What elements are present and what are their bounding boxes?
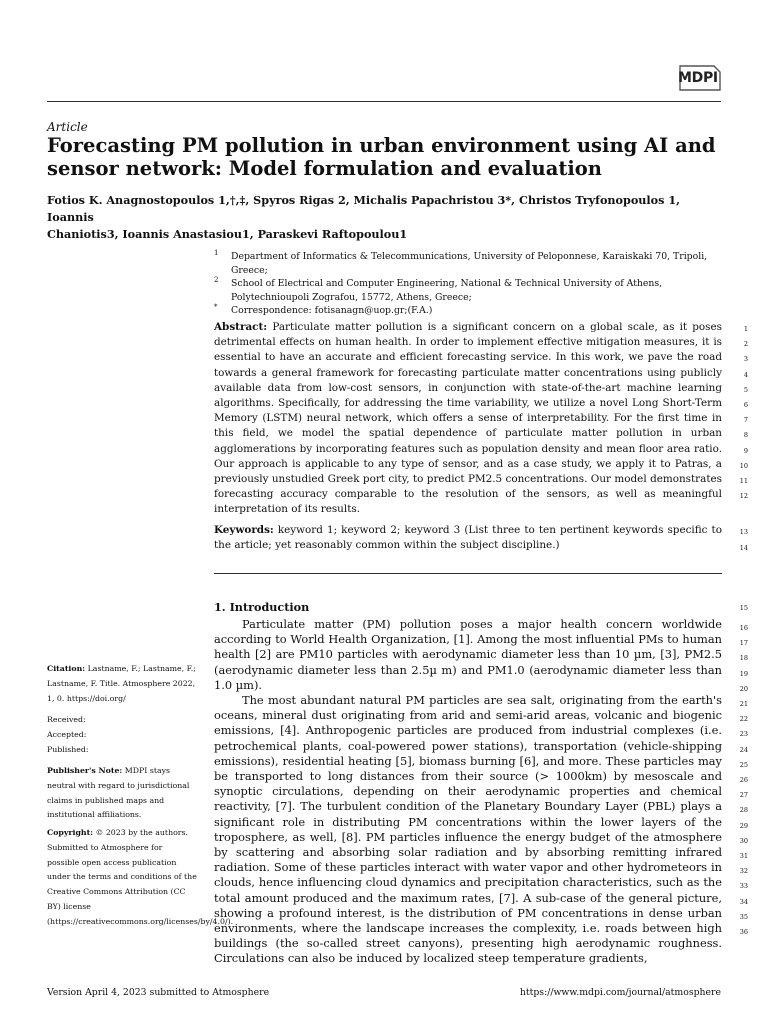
dates-block	[47, 713, 197, 757]
line-number: 33	[739, 882, 748, 891]
paragraph: Particulate matter (PM) pollution poses a major health concern worldwide according to World Health Organization, [1]. Among the most influential PMs to human health [2] are PM10 particles with aerodynamic diameter less than 10 µm, [3], PM2.5 (aerodynamic diameter less than 2.5µ m) and PM1.0 (aerodynamic diameter less than 1.0 µm).	[214, 617, 722, 692]
keywords	[214, 523, 722, 553]
paper-title: Forecasting PM pollution in urban environment using AI and sensor network: Model formulation and evaluation	[47, 134, 716, 180]
introduction-body	[214, 617, 722, 967]
abstract-text: Particulate matter pollution is a significant concern on a global scale, as it poses detrimental effects on human health. In order to implement effective mitigation measures, it is essential to have an accurate and efficient forecasting service. In this work, we pave the road towards a general framework for forecasting particulate matter concentrations using publicly available data from low-cost sensors, in conjunction with state-of-the-art machine learning algorithms. Specifically, for addressing the time variability, we utilize a novel Long Short-Term Memory (LSTM) neural network, which offers a sense of interpretability. For the first time in this field, we model the spatial dependence of particulate matter pollution in urban agglomerations by incorporating features such as population density and mean floor area ratio. Our approach is applicable to any type of sensor, and as a case study, we apply it to Patras, a previously unstudied Greek port city, to predict PM2.5 concentrations. Our model demonstrates forecasting accuracy comparable to the resolution of the sensors, as well as meaningful interpretation of its results.	[214, 321, 722, 516]
line-number: 5	[743, 385, 748, 394]
published-label: Published:	[47, 744, 89, 754]
line-number: 26	[739, 776, 748, 784]
line-number: 1	[743, 325, 748, 333]
line-number: 15	[739, 604, 748, 612]
abstract-label: Abstract:	[214, 321, 268, 333]
line-number: 24	[739, 745, 748, 754]
citation-label: Citation:	[47, 664, 86, 673]
copyright-label: Copyright:	[47, 828, 94, 837]
received-label: Received:	[47, 715, 86, 724]
copyright-text: © 2023 by the authors. Submitted to Atmosphere for possible open access publication under the terms and conditions of the Creative Commons Attribution (CC BY) license (https://creativecommons.org/licenses/by/4.0/).	[47, 828, 234, 926]
line-number: 32	[739, 867, 748, 876]
affiliation-number: 1	[214, 249, 219, 257]
line-number: 11	[739, 477, 748, 485]
authors-line-1-text: Fotios K. Anagnostopoulos 1,†,‡, Spyros Rigas 2, Michalis Papachristou 3*, Christos Tryfonopoulos 1, Ioannis	[47, 193, 681, 224]
section-rule	[214, 573, 722, 574]
line-number: 25	[739, 760, 748, 769]
line-number: 22	[739, 715, 748, 724]
line-number: 6	[743, 401, 748, 409]
line-number: 30	[739, 836, 748, 845]
line-number: 17	[739, 639, 748, 648]
line-number: 21	[739, 700, 748, 708]
line-number: 3	[743, 355, 748, 364]
paragraph: The most abundant natural PM particles are sea salt, originating from the earth's oceans, mineral dust originating from arid and semi-arid areas, volcanic and biogenic emissions, [4]. Anthropogenic particles are produced from industrial complexes (i.e. petrochemical plants, coal-powered power stations), transportation (vehicle-shipping emissions), residential heating [5], biomass burning [6], and more. These particles may be transported to long distances from their source (> 1000km) by mesoscale and synoptic circulations, depending on their aerodynamic properties and chemical reactivity, [7]. The turbulent condition of the Planetary Boundary Layer (PBL) plays a significant role in distributing PM concentrations within the lower layers of the troposphere, as well, [8]. PM particles influence the energy budget of the atmosphere by scattering and absorbing solar radiation and by absorbing remitting infrared radiation. Some of these particles interact with water vapor and other hydrometeors in clouds, hence influencing cloud dynamics and precipitation characteristics, such as the total amount produced and the maximum rates, [7]. A sub-case of the general picture, showing a profound interest, is the distribution of PM concentrations in dense urban environments, where the landscape increases the complexity, i.e. roads between high buildings (the so-called street canyons), presenting high aerodynamic roughness. Circulations can also be induced by localized steep temperature gradients,	[214, 693, 722, 966]
line-number: 35	[739, 912, 748, 921]
line-number: 31	[739, 852, 748, 860]
footer-version: Version April 4, 2023 submitted to Atmosphere	[47, 987, 270, 998]
correspondence-marker: *	[214, 303, 218, 311]
authors-line-1	[47, 192, 727, 226]
section-heading: 1. Introduction	[214, 600, 310, 614]
line-number: 10	[739, 461, 748, 470]
article-type: Article	[47, 120, 88, 134]
line-number: 12	[739, 492, 748, 501]
copyright-block	[47, 826, 234, 930]
publisher-note-text: MDPI stays neutral with regard to jurisdictional claims in published maps and institutional affiliations.	[47, 766, 190, 820]
header-rule	[47, 101, 721, 102]
line-number: 4	[743, 370, 748, 379]
line-number: 8	[743, 431, 748, 440]
affiliation-2	[214, 277, 724, 304]
affiliation-1	[214, 250, 724, 277]
citation-block	[47, 662, 197, 706]
mdpi-logo-text: MDPI	[678, 70, 718, 86]
accepted-label: Accepted:	[47, 729, 87, 739]
line-number: 2	[743, 340, 748, 349]
affiliation-text: Department of Informatics & Telecommunications, University of Peloponnese, Karaiskaki 70, Tripoli, Greece;	[231, 251, 708, 276]
affiliation-number: 2	[214, 276, 219, 284]
authors-line-2: Chaniotis3, Ioannis Anastasiou1, Paraskevi Raftopoulou1	[47, 227, 408, 241]
keywords-text: keyword 1; keyword 2; keyword 3 (List three to ten pertinent keywords specific to the article; yet reasonably common within the subject discipline.)	[214, 524, 722, 552]
publisher-note-label: Publisher's Note:	[47, 766, 123, 775]
line-number: 23	[739, 730, 748, 739]
abstract	[214, 320, 722, 518]
line-number: 19	[739, 669, 748, 678]
line-number: 28	[739, 806, 748, 815]
line-number: 14	[739, 544, 748, 552]
correspondence-text: Correspondence: fotisanagn@uop.gr;(F.A.)	[231, 305, 433, 316]
line-number: 9	[743, 446, 748, 455]
line-number: 29	[739, 821, 748, 830]
page-footer	[47, 987, 721, 998]
citation-text: Lastname, F.; Lastname, F.; Lastname, F. Title. Atmosphere 2022, 1, 0. https://doi.org/	[47, 664, 196, 703]
correspondence	[214, 304, 724, 318]
author-list	[47, 192, 727, 243]
mdpi-logo	[674, 64, 722, 92]
publisher-note	[47, 764, 197, 823]
journal-url[interactable]: https://www.mdpi.com/journal/atmosphere	[519, 987, 721, 998]
line-number: 18	[739, 654, 748, 663]
line-number: 27	[739, 791, 748, 800]
line-numbers	[728, 0, 748, 1024]
affiliation-text: School of Electrical and Computer Engineering, National & Technical University of Athens, Polytechnioupoli Zografou, 15772, Athens, Greece;	[231, 278, 663, 303]
affiliations	[214, 250, 724, 318]
line-number: 16	[739, 624, 748, 632]
line-number: 13	[739, 528, 748, 536]
line-number: 36	[739, 928, 748, 936]
line-number: 20	[739, 684, 748, 693]
keywords-label: Keywords:	[214, 524, 274, 536]
line-number: 34	[739, 897, 748, 906]
line-number: 7	[743, 416, 748, 425]
